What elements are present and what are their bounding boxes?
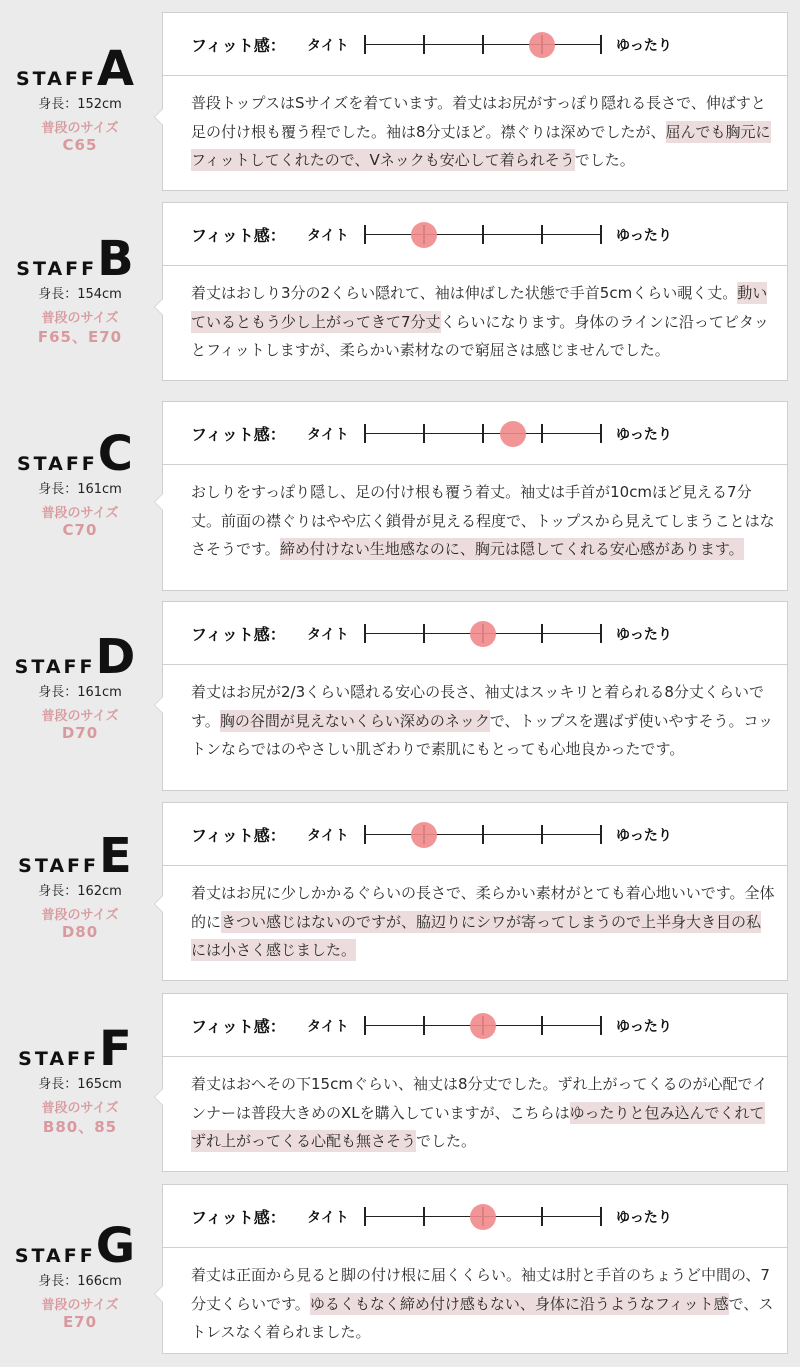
staff-word: STAFF	[18, 1048, 100, 1070]
comment-text: 着丈はお尻が2/3くらい隠れる安心の長さ、袖丈はスッキリと着られる8分丈くらいです。	[191, 683, 764, 730]
staff-heading	[0, 828, 150, 884]
staff-word: STAFF	[14, 656, 96, 678]
fit-scale-row	[163, 203, 787, 266]
fit-marker	[529, 32, 555, 58]
comment-text: 普段トップスはSサイズを着ています。着丈はお尻がすっぽり隠れる長さで、伸ばすと足の付け根も覆う程でした。袖は8分丈ほど。襟ぐりは深めでしたが、	[191, 94, 766, 141]
fit-scale-tick	[482, 35, 484, 54]
comment-text: くらいになります。身体のラインに沿ってピタッとフィットしますが、柔らかい素材なので窮屈さは感じませんでした。	[191, 312, 769, 359]
fit-scale-tick	[600, 225, 602, 244]
staff-heading	[0, 41, 150, 97]
fit-scale-tick	[423, 1207, 425, 1226]
review-comment	[191, 879, 776, 965]
review-card-d	[162, 601, 788, 791]
fit-scale-line	[365, 1025, 601, 1026]
fit-scale-line	[365, 1216, 601, 1217]
staff-letter: G	[95, 1218, 136, 1274]
usual-size-label: 普段のサイズ	[41, 1101, 119, 1116]
staff-letter: B	[97, 231, 134, 287]
usual-size-label: 普段のサイズ	[41, 506, 119, 521]
highlighted-text: 動いているともう少し上がってきて7分丈	[191, 284, 768, 331]
fit-scale-line	[365, 234, 601, 235]
fit-scale-line	[365, 433, 601, 434]
fit-tight-label: タイト	[307, 38, 349, 54]
fit-scale-tick	[600, 424, 602, 443]
fit-scale-row	[163, 13, 787, 76]
fit-marker	[411, 822, 437, 848]
comment-text: でした。	[574, 151, 635, 169]
review-card-f	[162, 993, 788, 1172]
comment-text: で、トップスを選ばず使いやすそう。コットンならではのやさしい肌ざわりで素肌にもとっても心地良かったです。	[191, 711, 774, 758]
fit-loose-label: ゆったり	[616, 828, 672, 844]
usual-size-value: E70	[62, 1313, 98, 1331]
staff-height: 身長：166cm	[38, 1274, 122, 1289]
staff-word: STAFF	[14, 1245, 96, 1267]
fit-label: フィット感：	[191, 826, 286, 845]
fit-scale-line	[365, 834, 601, 835]
review-comment	[191, 678, 776, 764]
comment-text: 着丈は正面から見ると脚の付け根に届くくらい。袖丈は肘と手首のちょうど中間の、7分丈くらいです。	[191, 1266, 770, 1313]
staff-letter: C	[97, 426, 134, 482]
staff-word: STAFF	[16, 453, 98, 475]
fit-scale-tick	[482, 424, 484, 443]
highlighted-text: 胸の谷間が見えないくらい深めのネック	[219, 711, 490, 730]
review-comment	[191, 1070, 776, 1156]
fit-scale-tick	[364, 424, 366, 443]
usual-size-label: 普段のサイズ	[41, 1298, 119, 1313]
fit-scale-tick	[364, 1016, 366, 1035]
review-card-e	[162, 802, 788, 981]
fit-marker	[411, 222, 437, 248]
usual-size-value: C70	[62, 521, 98, 539]
fit-scale-tick	[364, 35, 366, 54]
fit-label: フィット感：	[191, 425, 286, 444]
fit-label: フィット感：	[191, 1208, 286, 1227]
fit-scale-tick	[423, 35, 425, 54]
fit-scale-tick	[600, 825, 602, 844]
staff-height: 身長：162cm	[38, 884, 122, 899]
fit-loose-label: ゆったり	[616, 1210, 672, 1226]
comment-text: 着丈はおしり3分の2くらい隠れて、袖は伸ばした状態で手首5cmくらい覗く丈。	[191, 284, 738, 302]
usual-size-value: B80、85	[42, 1118, 118, 1136]
fit-label: フィット感：	[191, 625, 286, 644]
fit-label: フィット感：	[191, 1017, 286, 1036]
fit-scale-tick	[541, 424, 543, 443]
fit-loose-label: ゆったり	[616, 427, 672, 443]
fit-tight-label: タイト	[307, 228, 349, 244]
fit-tight-label: タイト	[307, 427, 349, 443]
usual-size-label: 普段のサイズ	[41, 121, 119, 136]
fit-scale-tick	[423, 1016, 425, 1035]
fit-marker	[470, 621, 496, 647]
review-comment	[191, 279, 776, 365]
usual-size-label: 普段のサイズ	[41, 709, 119, 724]
fit-marker	[500, 421, 526, 447]
staff-letter: D	[95, 629, 136, 685]
usual-size-value: C65	[62, 136, 98, 154]
review-comment	[191, 89, 776, 175]
staff-heading	[0, 629, 150, 685]
fit-marker	[470, 1204, 496, 1230]
fit-tight-label: タイト	[307, 1210, 349, 1226]
usual-size-value: F65、E70	[37, 328, 123, 346]
fit-scale-tick	[364, 624, 366, 643]
staff-height: 身長：152cm	[38, 97, 122, 112]
review-card-g	[162, 1184, 788, 1354]
usual-size-value: D80	[61, 923, 99, 941]
review-comment	[191, 478, 776, 564]
highlighted-text: ゆるくもなく締め付け感もない、身体に沿うようなフィット感	[309, 1294, 729, 1313]
fit-scale-tick	[541, 624, 543, 643]
staff-word: STAFF	[16, 258, 98, 280]
staff-letter: E	[99, 828, 132, 884]
staff-heading	[0, 1021, 150, 1077]
fit-scale-tick	[482, 225, 484, 244]
fit-scale-tick	[364, 1207, 366, 1226]
review-card-c	[162, 401, 788, 591]
fit-scale-tick	[541, 825, 543, 844]
fit-scale-tick	[364, 825, 366, 844]
fit-loose-label: ゆったり	[616, 228, 672, 244]
fit-label: フィット感：	[191, 36, 286, 55]
usual-size-label: 普段のサイズ	[41, 311, 119, 326]
fit-scale-tick	[600, 1016, 602, 1035]
fit-scale-tick	[541, 225, 543, 244]
staff-height: 身長：161cm	[38, 482, 122, 497]
staff-letter: F	[99, 1021, 132, 1077]
comment-text: 着丈はおへその下15cmぐらい、袖丈は8分丈でした。ずれ上がってくるのが心配でインナーは普段大きめのXLを購入していますが、こちらは	[191, 1075, 768, 1122]
fit-label: フィット感：	[191, 226, 286, 245]
fit-scale-line	[365, 44, 601, 45]
highlighted-text: きつい感じはないのですが、脇辺りにシワが寄ってしまうので上半身大き目の私には小さく感じました。	[191, 912, 762, 959]
fit-scale-tick	[423, 624, 425, 643]
fit-loose-label: ゆったり	[616, 627, 672, 643]
highlighted-text: ゆったりと包み込んでくれてずれ上がってくる心配も無さそう	[191, 1103, 765, 1150]
fit-scale-tick	[423, 424, 425, 443]
fit-scale-tick	[600, 624, 602, 643]
review-card-b	[162, 202, 788, 381]
fit-tight-label: タイト	[307, 828, 349, 844]
staff-heading	[0, 231, 150, 287]
fit-scale-tick	[541, 1016, 543, 1035]
review-comment	[191, 1261, 776, 1347]
staff-letter: A	[96, 41, 134, 97]
fit-scale-tick	[600, 1207, 602, 1226]
fit-loose-label: ゆったり	[616, 38, 672, 54]
staff-height: 身長：161cm	[38, 685, 122, 700]
fit-loose-label: ゆったり	[616, 1019, 672, 1035]
highlighted-text: 締め付けない生地感なのに、胸元は隠してくれる安心感があります。	[279, 540, 744, 558]
fit-scale-line	[365, 633, 601, 634]
staff-heading	[0, 1218, 150, 1274]
comment-text: で、ストレスなく着られました。	[191, 1294, 774, 1341]
review-card-a	[162, 12, 788, 191]
staff-word: STAFF	[18, 855, 100, 877]
comment-text: 着丈はお尻に少しかかるぐらいの長さで、柔らかい素材がとても着心地いいです。全体的に	[191, 884, 775, 931]
usual-size-value: D70	[61, 724, 99, 742]
staff-word: STAFF	[16, 68, 97, 90]
fit-scale-row	[163, 994, 787, 1057]
fit-scale-tick	[600, 35, 602, 54]
usual-size-label: 普段のサイズ	[41, 908, 119, 923]
fit-tight-label: タイト	[307, 1019, 349, 1035]
fit-scale-tick	[364, 225, 366, 244]
fit-scale-row	[163, 1185, 787, 1248]
fit-scale-tick	[482, 825, 484, 844]
fit-scale-row	[163, 602, 787, 665]
staff-height: 身長：165cm	[38, 1077, 122, 1092]
fit-tight-label: タイト	[307, 627, 349, 643]
highlighted-text: 屈んでも胸元にフィットしてくれたので、Vネックも安心して着られそう	[191, 122, 771, 169]
comment-text: でした。	[416, 1132, 477, 1150]
comment-text: おしりをすっぽり隠し、足の付け根も覆う着丈。袖丈は手首が10cmほど見える7分丈。前面の襟ぐりはやや広く鎖骨が見える程度で、トップスから見えてしまうことはなさそうです。	[191, 483, 775, 558]
fit-scale-row	[163, 402, 787, 465]
fit-marker	[470, 1013, 496, 1039]
staff-height: 身長：154cm	[38, 287, 122, 302]
fit-scale-tick	[541, 1207, 543, 1226]
staff-heading	[0, 426, 150, 482]
fit-scale-row	[163, 803, 787, 866]
